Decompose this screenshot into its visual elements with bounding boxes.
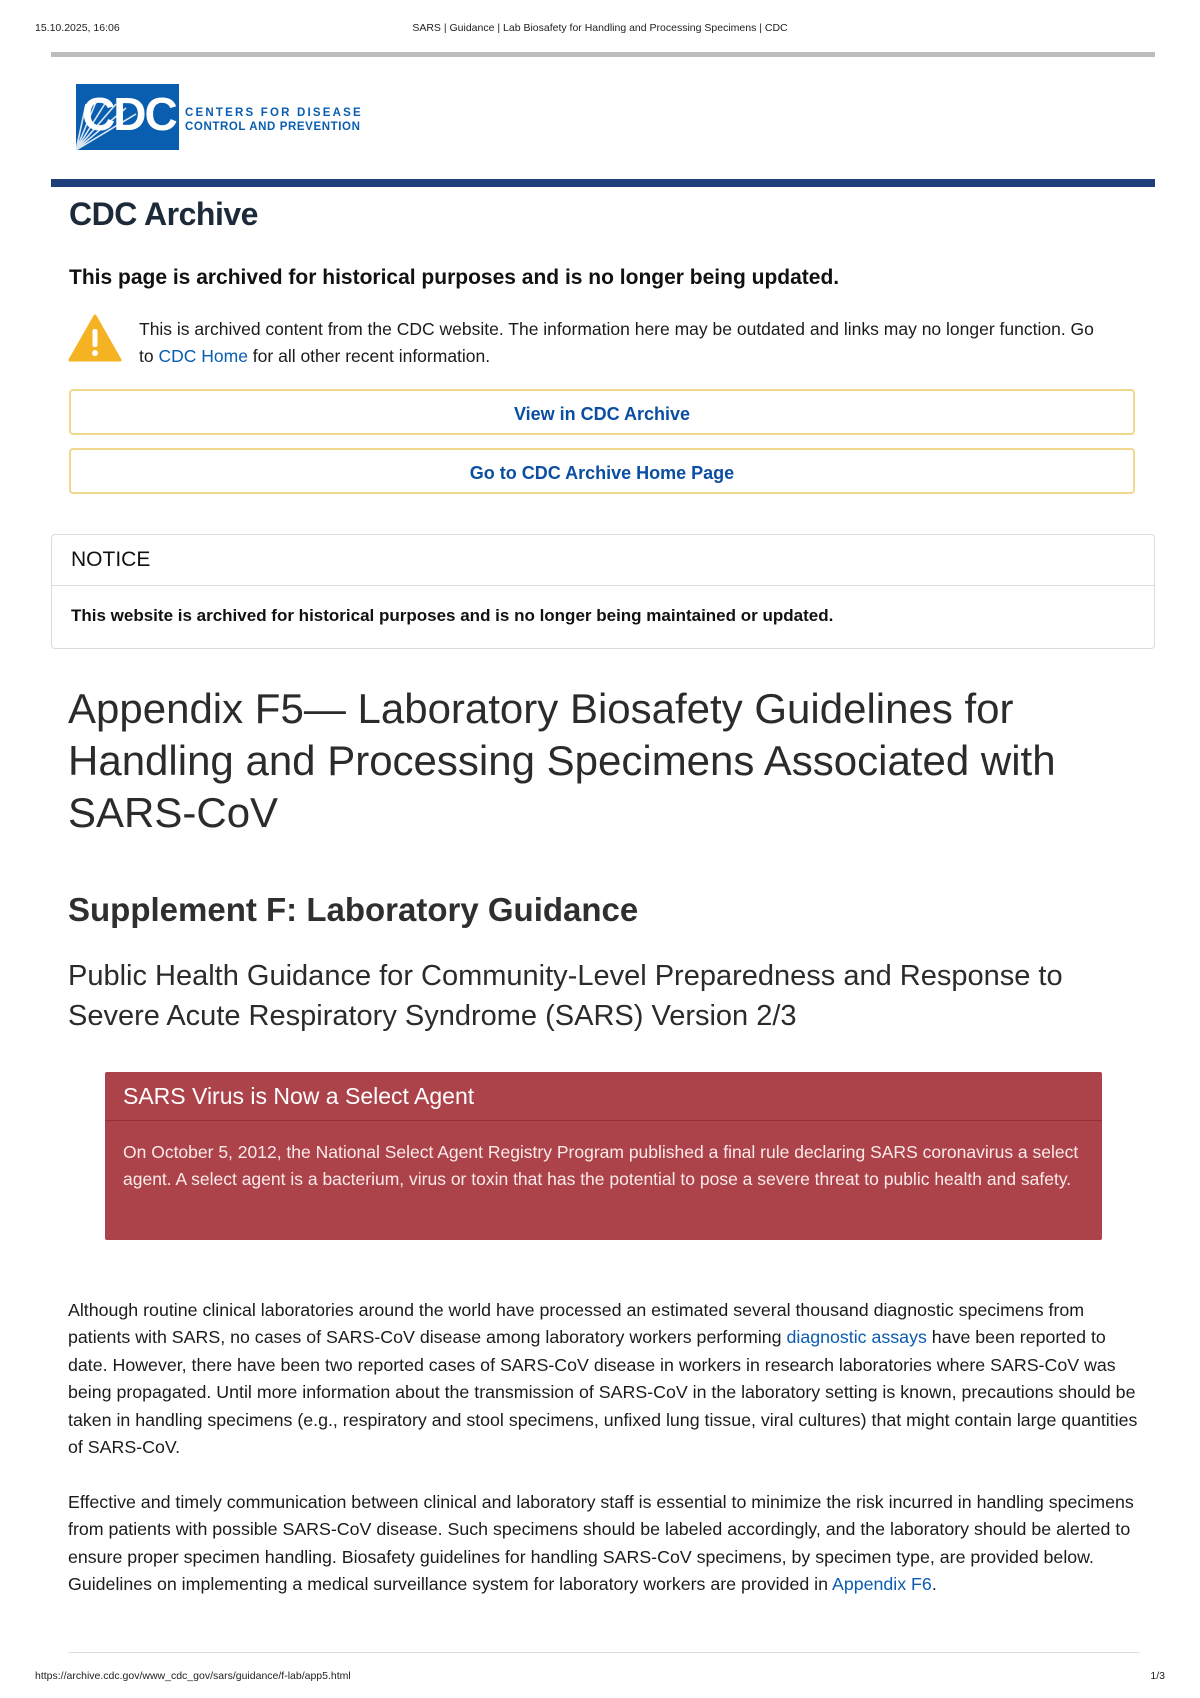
bottom-divider [68, 1652, 1140, 1653]
archive-subtitle: This page is archived for historical purposes and is no longer being updated. [69, 266, 840, 289]
archive-warning-text [139, 316, 1099, 370]
diagnostic-assays-link[interactable]: diagnostic assays [786, 1327, 927, 1348]
select-agent-alert [105, 1072, 1102, 1240]
section-title: Supplement F: Laboratory Guidance [68, 891, 639, 928]
cdc-logo[interactable] [76, 84, 376, 154]
alert-body: On October 5, 2012, the National Select Agent Registry Program published a final rule declaring SARS coronavirus a select agent. A select agent is a bacterium, virus or toxin that has the potential to pose a severe threat to public health and safety. [123, 1142, 1079, 1189]
print-footer [35, 1670, 1165, 1684]
header-divider [51, 179, 1155, 187]
print-datetime: 15.10.2025, 16:06 [35, 22, 120, 34]
notice-body: This website is archived for historical purposes and is no longer being maintained or updated. [71, 606, 834, 625]
top-divider [51, 52, 1155, 57]
paragraph-1 [68, 1297, 1144, 1461]
archive-home-button[interactable]: Go to CDC Archive Home Page [69, 448, 1135, 494]
view-in-archive-button[interactable]: View in CDC Archive [69, 389, 1135, 435]
cdc-home-link[interactable]: CDC Home [158, 346, 248, 366]
paragraph-1-after: have been reported to date. However, there have been two reported cases of SARS-CoV disease in workers in research laboratories where SARS-CoV was being propagated. Until more information about the transmission of SARS-CoV in the laboratory setting is known, precautions should be taken in handling specimens (e.g., respiratory and stool specimens, unfixed lung tissue, viral cultures) that might contain large quantities of SARS-CoV. [68, 1327, 1138, 1458]
logo-line-2: CONTROL AND PREVENTION [185, 121, 361, 133]
cdc-logo-letters: CDC [82, 88, 176, 140]
logo-line-1: CENTERS FOR DISEASE [185, 107, 363, 119]
notice-box [51, 534, 1155, 649]
print-page-title: SARS | Guidance | Lab Biosafety for Handling and Processing Specimens | CDC [412, 22, 788, 34]
archive-title: CDC Archive [69, 196, 258, 232]
notice-heading: NOTICE [52, 535, 1154, 586]
cdc-logo-wordmark [185, 106, 363, 134]
cdc-logo-mark-icon [76, 84, 179, 150]
print-header [35, 22, 1165, 36]
alert-heading: SARS Virus is Now a Select Agent [105, 1072, 1102, 1121]
print-page-number: 1/3 [1150, 1670, 1165, 1682]
page-title: Appendix F5— Laboratory Biosafety Guidelines for Handling and Processing Specimens Associated with SARS-CoV [68, 685, 1056, 836]
warning-icon [68, 314, 122, 362]
print-url: https://archive.cdc.gov/www_cdc_gov/sars/guidance/f-lab/app5.html [35, 1670, 351, 1682]
paragraph-2-after: . [931, 1574, 937, 1595]
appendix-f6-link[interactable]: Appendix F6 [831, 1574, 932, 1595]
warning-text-after: for all other recent information. [247, 346, 491, 366]
paragraph-2-before: Effective and timely communication between clinical and laboratory staff is essential to minimize the risk incurred in handling specimens from patients with possible SARS-CoV disease. Such specimens should be labeled accordingly, and the laboratory should be alerted to ensure proper specimen handling. Biosafety guidelines for handling SARS-CoV specimens, by specimen type, are provided below. Guidelines on implementing a medical surveillance system for laboratory workers are provided in [68, 1492, 1134, 1595]
paragraph-1-before: Although routine clinical laboratories around the world have processed an estimated several thousand diagnostic specimens from patients with SARS, no cases of SARS-CoV disease among laboratory workers performing [68, 1300, 1085, 1348]
warning-text-before: This is archived content from the CDC website. The information here may be outdated and links may no longer function. Go to [139, 319, 1094, 366]
subsection-title: Public Health Guidance for Community-Level Preparedness and Response to Severe Acute Respiratory Syndrome (SARS) Version 2/3 [68, 960, 1063, 1032]
paragraph-2 [68, 1489, 1144, 1599]
